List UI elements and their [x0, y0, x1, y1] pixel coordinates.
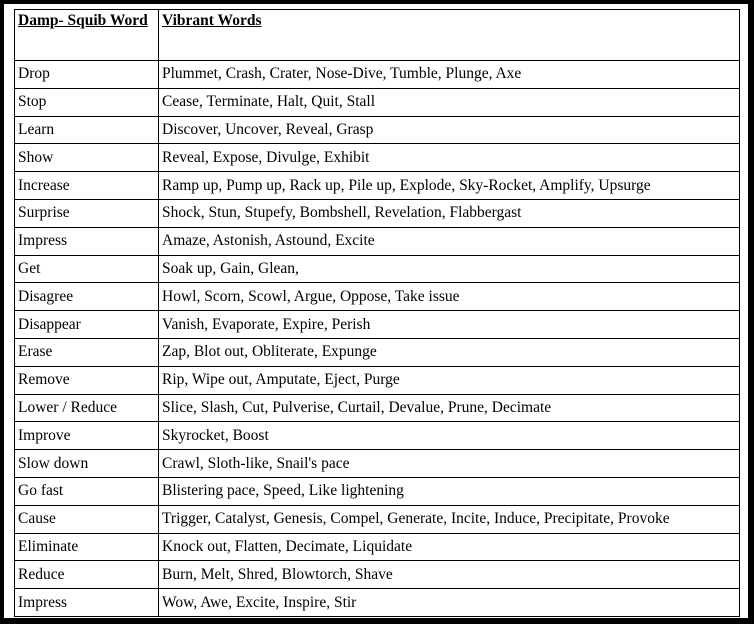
table-row	[15, 311, 740, 339]
table-row	[15, 61, 740, 89]
vibrant-words-cell: Knock out, Flatten, Decimate, Liquidate	[159, 533, 740, 561]
damp-squib-word-cell: Increase	[15, 172, 159, 200]
damp-squib-word-cell: Impress	[15, 227, 159, 255]
vibrant-words-cell: Zap, Blot out, Obliterate, Expunge	[159, 338, 740, 366]
vibrant-words-cell: Soak up, Gain, Glean,	[159, 255, 740, 283]
vibrant-words-cell: Rip, Wipe out, Amputate, Eject, Purge	[159, 366, 740, 394]
table-row	[15, 366, 740, 394]
vibrant-words-cell: Shock, Stun, Stupefy, Bombshell, Revelation, Flabbergast	[159, 199, 740, 227]
vibrant-words-table	[14, 9, 740, 617]
vibrant-words-cell: Howl, Scorn, Scowl, Argue, Oppose, Take issue	[159, 283, 740, 311]
damp-squib-word-cell: Stop	[15, 88, 159, 116]
damp-squib-word-cell: Remove	[15, 366, 159, 394]
table-row	[15, 227, 740, 255]
vibrant-words-cell: Burn, Melt, Shred, Blowtorch, Shave	[159, 561, 740, 589]
damp-squib-word-cell: Eliminate	[15, 533, 159, 561]
table-row	[15, 394, 740, 422]
table-row	[15, 561, 740, 589]
header-vibrant-words: Vibrant Words	[159, 10, 740, 61]
damp-squib-word-cell: Surprise	[15, 199, 159, 227]
table-row	[15, 505, 740, 533]
vibrant-words-cell: Cease, Terminate, Halt, Quit, Stall	[159, 88, 740, 116]
vibrant-words-cell: Blistering pace, Speed, Like lightening	[159, 477, 740, 505]
vibrant-words-cell: Reveal, Expose, Divulge, Exhibit	[159, 144, 740, 172]
damp-squib-word-cell: Reduce	[15, 561, 159, 589]
damp-squib-word-cell: Learn	[15, 116, 159, 144]
vibrant-words-cell: Wow, Awe, Excite, Inspire, Stir	[159, 589, 740, 617]
vibrant-words-cell: Skyrocket, Boost	[159, 422, 740, 450]
damp-squib-word-cell: Lower / Reduce	[15, 394, 159, 422]
damp-squib-word-cell: Drop	[15, 61, 159, 89]
table-row	[15, 255, 740, 283]
table-body	[15, 61, 740, 617]
header-damp-squib-word: Damp- Squib Word	[15, 10, 159, 61]
table-row	[15, 283, 740, 311]
vibrant-words-cell: Discover, Uncover, Reveal, Grasp	[159, 116, 740, 144]
vibrant-words-cell: Ramp up, Pump up, Rack up, Pile up, Explode, Sky-Rocket, Amplify, Upsurge	[159, 172, 740, 200]
vibrant-words-cell: Plummet, Crash, Crater, Nose-Dive, Tumble, Plunge, Axe	[159, 61, 740, 89]
vibrant-words-cell: Vanish, Evaporate, Expire, Perish	[159, 311, 740, 339]
table-row	[15, 422, 740, 450]
table-row	[15, 338, 740, 366]
damp-squib-word-cell: Impress	[15, 589, 159, 617]
table-row	[15, 88, 740, 116]
table-row	[15, 144, 740, 172]
vibrant-words-cell: Amaze, Astonish, Astound, Excite	[159, 227, 740, 255]
header-row	[15, 10, 740, 61]
table-row	[15, 172, 740, 200]
vibrant-words-cell: Trigger, Catalyst, Genesis, Compel, Generate, Incite, Induce, Precipitate, Provoke	[159, 505, 740, 533]
damp-squib-word-cell: Improve	[15, 422, 159, 450]
damp-squib-word-cell: Show	[15, 144, 159, 172]
damp-squib-word-cell: Erase	[15, 338, 159, 366]
damp-squib-word-cell: Slow down	[15, 450, 159, 478]
table-row	[15, 199, 740, 227]
damp-squib-word-cell: Get	[15, 255, 159, 283]
damp-squib-word-cell: Cause	[15, 505, 159, 533]
table-row	[15, 116, 740, 144]
vibrant-words-cell: Crawl, Sloth-like, Snail's pace	[159, 450, 740, 478]
vibrant-words-cell: Slice, Slash, Cut, Pulverise, Curtail, Devalue, Prune, Decimate	[159, 394, 740, 422]
table-row	[15, 477, 740, 505]
table-row	[15, 589, 740, 617]
damp-squib-word-cell: Disappear	[15, 311, 159, 339]
damp-squib-word-cell: Go fast	[15, 477, 159, 505]
table-row	[15, 533, 740, 561]
damp-squib-word-cell: Disagree	[15, 283, 159, 311]
table-row	[15, 450, 740, 478]
